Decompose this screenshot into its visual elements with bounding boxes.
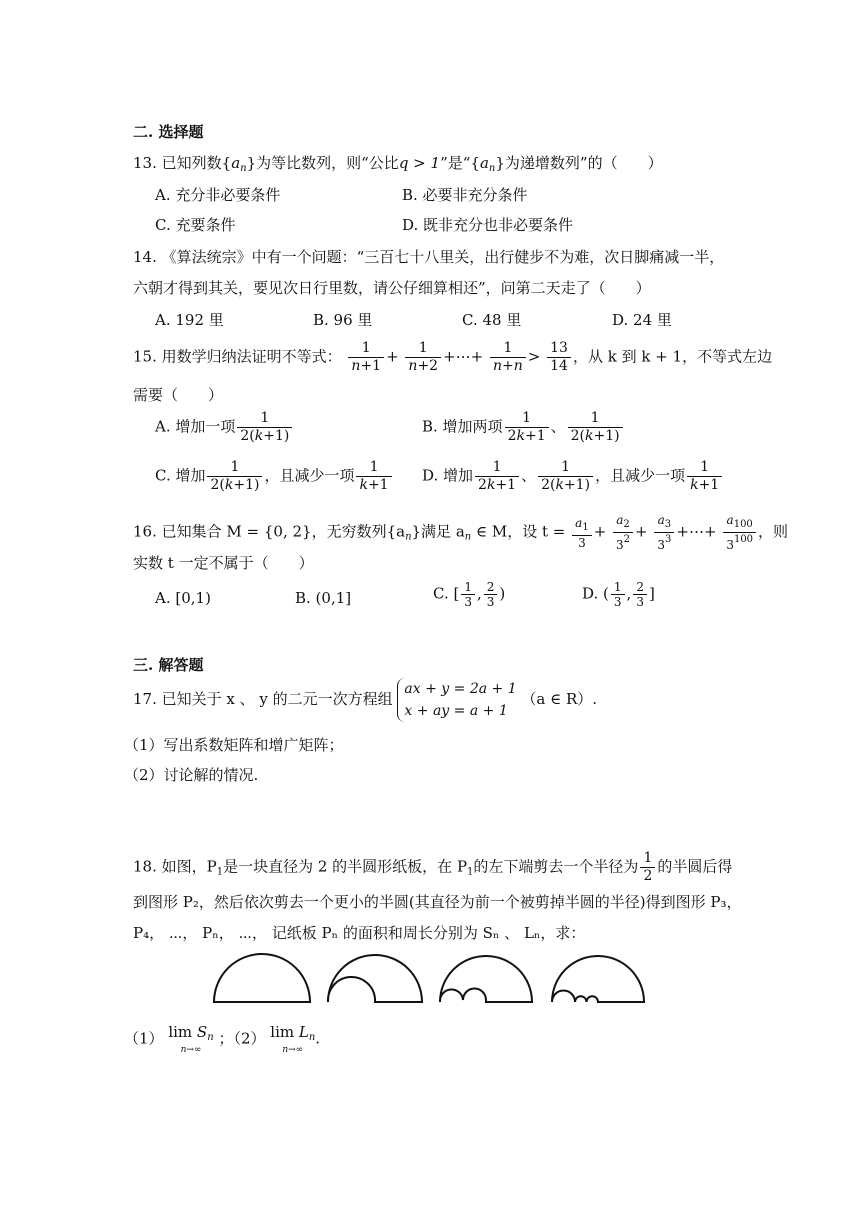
fraction: $\frac{1}{n+2}$ — [405, 340, 441, 375]
q17-part-1: （1）写出系数矩阵和增广矩阵； — [124, 736, 344, 754]
figure-p4 — [552, 956, 644, 1002]
q13-option-d: D. 既非充分也非必要条件 — [402, 216, 574, 234]
question-13-stem: 13. 已知列数$\{a_n\}$为等比数列，则“公比q > 1”是“$\{a_n\}$为递增数列”的（ ） — [133, 154, 663, 174]
q14-option-a: A. 192 里 — [155, 311, 224, 329]
semicircle-figures — [200, 950, 660, 1008]
figure-p3 — [440, 956, 532, 1002]
section-2-heading: 二. 选择题 — [133, 123, 204, 141]
section-3-heading: 三. 解答题 — [133, 656, 204, 674]
q16-option-c: C. [ $\frac{1}{3}$ , $\frac{2}{3}$ ) — [433, 580, 506, 609]
q17-part-2: （2）讨论解的情况. — [124, 766, 259, 784]
limit-sn: $\lim S_n$ n→∞ — [168, 1023, 214, 1055]
q15-option-a: A. 增加一项 $\frac{1}{2(k+1)}$ — [155, 410, 294, 445]
question-14-line-1: 14. 《算法统宗》中有一个问题：“三百七十八里关，出行健步不为难，次日脚痛减一半， — [133, 248, 725, 266]
question-18-line-1: 18. 如图，$P_1$是一块直径为 2 的半圆形纸板，在 $P_1$的左下端剪去一个半径为 $\frac{1}{2}$ 的半圆后得 — [133, 850, 733, 884]
q16-option-b: B. (0,1] — [295, 589, 352, 607]
question-14-line-2: 六朝才得到其关，要见次日行里数，请公仔细算相还”，问第二天走了（ ） — [133, 279, 651, 297]
q16-option-d: D. ( $\frac{1}{3}$ , $\frac{2}{3}$ ] — [582, 580, 655, 609]
q15-option-d: D. 增加 $\frac{1}{2k+1}$ 、 $\frac{1}{2(k+1)}$ ，且减少一项 $\frac{1}{k+1}$ — [422, 459, 724, 494]
fraction: $\frac{13}{14}$ — [547, 340, 571, 375]
q16-option-a: A. [0,1) — [155, 589, 211, 607]
q15-option-c: C. 增加 $\frac{1}{2(k+1)}$ ，且减少一项 $\frac{1}{k+1}$ — [155, 459, 394, 494]
question-18-line-3: P₄， ⋯， Pₙ， ⋯， 记纸板 Pₙ 的面积和周长分别为 Sₙ 、 Lₙ，求： — [133, 924, 586, 942]
question-18-line-2: 到图形 P₂，然后依次剪去一个更小的半圆(其直径为前一个被剪掉半圆的半径)得到图形 P₃， — [133, 893, 742, 911]
question-15-line-2: 需要（ ） — [133, 386, 224, 404]
fraction: $\frac{1}{n+1}$ — [348, 340, 384, 375]
figure-p2 — [328, 955, 422, 1002]
q15-option-b: B. 增加两项 $\frac{1}{2k+1}$ 、 $\frac{1}{2(k+1)}$ — [422, 410, 625, 445]
limit-ln: $\lim L_n$ n→∞ — [270, 1023, 316, 1055]
equation-system: ax + y = 2a + 1 x + ay = a + 1 — [397, 678, 516, 722]
q14-option-d: D. 24 里 — [612, 311, 672, 329]
question-15-stem: 15. 用数学归纳法证明不等式： $\frac{1}{n+1}$ + $\frac{1}{n+2}$ +⋯+ $\frac{1}{n+n}$ > $\frac{13}{14}$ ，从 k 到 k + 1，不等式左边 — [133, 340, 773, 374]
q14-option-c: C. 48 里 — [462, 311, 522, 329]
question-16-stem: 16. 已知集合 M = {0, 2}，无穷数列$\{a_n\}$满足 $a_n$ ∈ M，设 t = $\frac{a_1}{3}$ + $\frac{a_2}{3^2}$ + $\frac{a_3}{3^3}$ +⋯+ $\frac{a_{100}}{3^{100}}$ ，则 — [133, 513, 789, 552]
q13-option-b: B. 必要非充分条件 — [402, 186, 528, 204]
q13-option-a: A. 充分非必要条件 — [155, 186, 281, 204]
q14-option-b: B. 96 里 — [313, 311, 373, 329]
q18-parts: （1） $\lim S_n$ n→∞ ；（2） $\lim L_n$ n→∞ . — [124, 1023, 321, 1055]
question-16-line-2: 实数 t 一定不属于（ ） — [133, 554, 314, 572]
q13-option-c: C. 充要条件 — [155, 216, 236, 234]
question-17-stem: 17. 已知关于 x 、 y 的二元一次方程组 ax + y = 2a + 1 x + ay = a + 1 （a ∈ R）. — [133, 678, 597, 722]
fraction: $\frac{1}{n+n}$ — [490, 340, 526, 375]
figure-p1 — [214, 954, 310, 1002]
